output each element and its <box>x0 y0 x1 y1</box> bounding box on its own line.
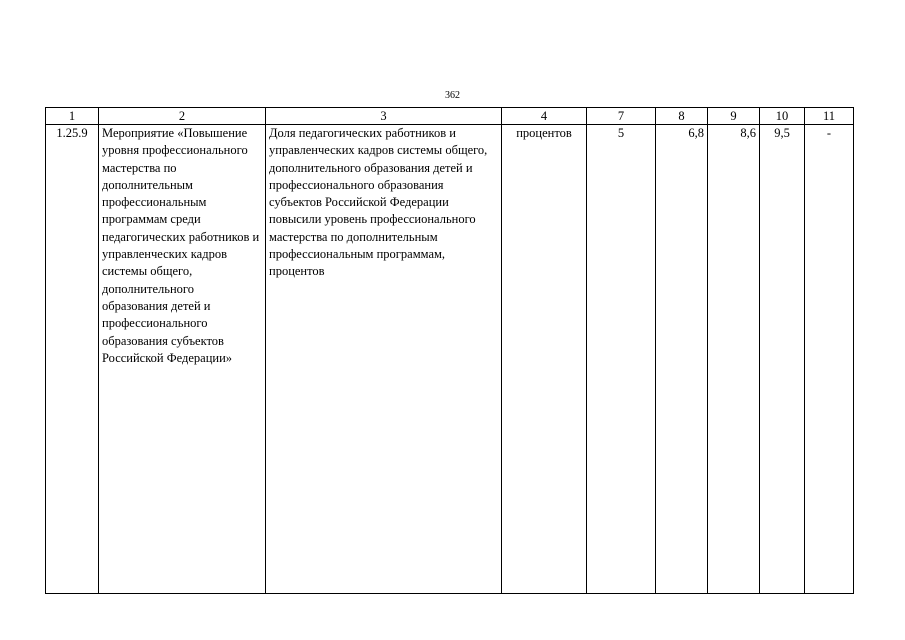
header-cell: 1 <box>46 108 99 125</box>
event-cell: Мероприятие «Повышение уровня профессионального мастерства по дополнительным профессиональным программам среди педагогических работников и управленческих кадров системы общего, дополнительного образования детей и профессионального образования субъектов Российской Федерации» <box>99 125 266 594</box>
header-cell: 2 <box>99 108 266 125</box>
header-cell: 9 <box>708 108 760 125</box>
row-number-cell: 1.25.9 <box>46 125 99 594</box>
page-number: 362 <box>445 90 460 101</box>
table-header-row <box>46 108 854 125</box>
header-cell: 3 <box>266 108 502 125</box>
header-cell: 7 <box>587 108 656 125</box>
value-cell-col10: 9,5 <box>760 125 805 594</box>
header-cell: 10 <box>760 108 805 125</box>
value-cell-col11: - <box>805 125 854 594</box>
header-cell: 4 <box>502 108 587 125</box>
data-table <box>45 107 854 594</box>
unit-cell: процентов <box>502 125 587 594</box>
value-cell-col7: 5 <box>587 125 656 594</box>
table-row <box>46 125 854 594</box>
header-cell: 8 <box>656 108 708 125</box>
header-cell: 11 <box>805 108 854 125</box>
value-cell-col8: 6,8 <box>656 125 708 594</box>
indicator-cell: Доля педагогических работников и управленческих кадров системы общего, дополнительного образования детей и профессионального образования субъектов Российской Федерации повысили уровень профессионального мастерства по дополнительным профессиональным программам, процентов <box>266 125 502 594</box>
value-cell-col9: 8,6 <box>708 125 760 594</box>
